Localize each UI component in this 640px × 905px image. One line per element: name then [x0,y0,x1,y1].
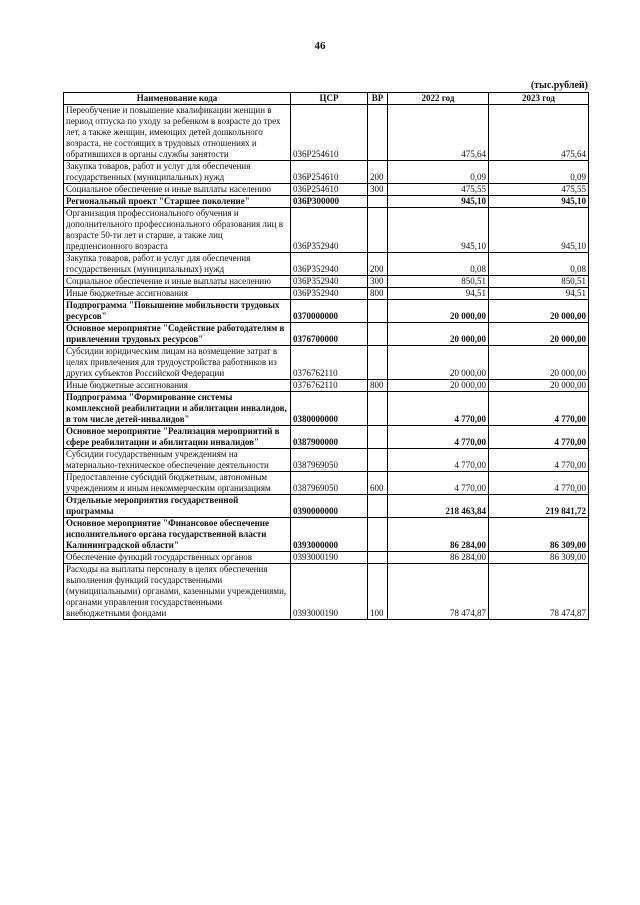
row-2023: 78 474,87 [489,564,589,620]
row-vr [368,426,388,449]
row-2022: 86 284,00 [388,518,489,552]
row-csr: 0387900000 [291,426,368,449]
page-number: 46 [314,40,326,52]
row-name: Иные бюджетные ассигнования [64,380,291,392]
row-2022: 218 463,84 [388,495,489,518]
row-name: Основное мероприятие "Реализация мероприятий в сфере реабилитации и абилитации инвалидов" [64,426,291,449]
table-row [64,346,589,380]
row-2022: 850,51 [388,276,489,288]
row-csr: 0370000000 [291,300,368,323]
row-name: Организация профессионального обучения и дополнительного профессионального образования лиц в возрасте 50-ти лет и старше, а также лиц предпенсионного возраста [64,208,291,253]
row-2023: 86 309,00 [489,552,589,564]
table-row [64,253,589,276]
table-row [64,105,589,161]
row-csr: 0393000000 [291,518,368,552]
row-2023: 0,09 [489,161,589,184]
row-2022: 4 770,00 [388,449,489,472]
table-row [64,495,589,518]
table-body [64,105,589,620]
row-vr [368,196,388,208]
row-2023: 4 770,00 [489,426,589,449]
table-row [64,518,589,552]
row-2022: 475,55 [388,184,489,196]
row-2022: 0,09 [388,161,489,184]
row-name: Иные бюджетные ассигнования [64,288,291,300]
row-vr [368,449,388,472]
row-2023: 850,51 [489,276,589,288]
row-name: Расходы на выплаты персоналу в целях обеспечения выполнения функций государственными (муниципальными) органами, казенными учреждениями, органами управления государственными внебюджетными фондами [64,564,291,620]
row-vr [368,346,388,380]
row-csr: 036P352940 [291,253,368,276]
table-row [64,196,589,208]
budget-table [63,92,589,620]
row-vr [368,495,388,518]
row-2022: 20 000,00 [388,380,489,392]
row-name: Основное мероприятие "Содействие работодателям в привлечении трудовых ресурсов" [64,323,291,346]
header-name: Наименование кода [64,93,291,105]
header-2023: 2023 год [489,93,589,105]
row-vr [368,300,388,323]
row-2022: 4 770,00 [388,426,489,449]
row-2023: 945,10 [489,196,589,208]
row-2023: 945,10 [489,208,589,253]
row-vr: 800 [368,288,388,300]
header-2022: 2022 год [388,93,489,105]
row-2023: 20 000,00 [489,380,589,392]
row-2023: 219 841,72 [489,495,589,518]
row-csr: 036P254610 [291,184,368,196]
row-name: Переобучение и повышение квалификации женщин в период отпуска по уходу за ребенком в возрасте до трех лет, а также женщин, имеющих детей дошкольного возраста, не состоящих в трудовых отношениях и обратившихся в органы службы занятости [64,105,291,161]
row-2023: 4 770,00 [489,392,589,426]
row-csr: 0390000000 [291,495,368,518]
row-vr: 100 [368,564,388,620]
row-name: Подпрограмма "Повышение мобильности трудовых ресурсов" [64,300,291,323]
header-vr: ВР [368,93,388,105]
row-vr: 200 [368,161,388,184]
table-row [64,564,589,620]
row-csr: 0393000190 [291,552,368,564]
row-2023: 4 770,00 [489,449,589,472]
row-csr: 036P352940 [291,208,368,253]
row-2022: 86 284,00 [388,552,489,564]
row-name: Основное мероприятие "Финансовое обеспечение исполнительного органа государственной власти Калининградской области" [64,518,291,552]
row-csr: 036P300000 [291,196,368,208]
row-2023: 475,64 [489,105,589,161]
row-vr [368,208,388,253]
row-2022: 20 000,00 [388,300,489,323]
row-vr [368,392,388,426]
table-row [64,323,589,346]
row-name: Субсидии юридическим лицам на возмещение затрат в целях привлечения для трудоустройства работников из других субъектов Российской Федерации [64,346,291,380]
row-csr: 0380000000 [291,392,368,426]
row-name: Предоставление субсидий бюджетным, автономным учреждениям и иным некоммерческим организациям [64,472,291,495]
table-row [64,161,589,184]
row-name: Отдельные мероприятия государственной программы [64,495,291,518]
row-2023: 475,55 [489,184,589,196]
row-2022: 945,10 [388,196,489,208]
row-csr: 036P352940 [291,276,368,288]
row-name: Закупка товаров, работ и услуг для обеспечения государственных (муниципальных) нужд [64,161,291,184]
row-2022: 945,10 [388,208,489,253]
row-2023: 4 770,00 [489,472,589,495]
table-row [64,208,589,253]
row-name: Субсидии государственным учреждениям на материально-техническое обеспечение деятельности [64,449,291,472]
row-csr: 0387969050 [291,472,368,495]
row-2023: 94,51 [489,288,589,300]
row-csr: 036P352940 [291,288,368,300]
table-row [64,380,589,392]
row-csr: 0393000190 [291,564,368,620]
row-2022: 94,51 [388,288,489,300]
units-label: (тыс.рублей) [530,80,588,91]
row-name: Закупка товаров, работ и услуг для обеспечения государственных (муниципальных) нужд [64,253,291,276]
row-2023: 20 000,00 [489,346,589,380]
row-2022: 4 770,00 [388,392,489,426]
row-name: Подпрограмма "Формирование системы комплексной реабилитации и абилитации инвалидов, в том числе детей-инвалидов" [64,392,291,426]
row-vr: 200 [368,253,388,276]
row-name: Социальное обеспечение и иные выплаты населению [64,184,291,196]
row-csr: 0376762110 [291,380,368,392]
row-2022: 475,64 [388,105,489,161]
table-row [64,392,589,426]
table-row [64,300,589,323]
row-name: Региональный проект "Старшее поколение" [64,196,291,208]
row-vr: 600 [368,472,388,495]
row-vr: 800 [368,380,388,392]
row-2023: 86 309,00 [489,518,589,552]
row-2022: 20 000,00 [388,323,489,346]
row-2022: 4 770,00 [388,472,489,495]
table-row [64,472,589,495]
row-csr: 0376700000 [291,323,368,346]
row-2022: 0,08 [388,253,489,276]
row-2023: 0,08 [489,253,589,276]
row-2022: 20 000,00 [388,346,489,380]
header-csr: ЦСР [291,93,368,105]
row-name: Обеспечение функций государственных органов [64,552,291,564]
table-row [64,288,589,300]
table-row [64,276,589,288]
row-vr: 300 [368,184,388,196]
table-row [64,184,589,196]
row-csr: 036P254610 [291,161,368,184]
row-csr: 036P254610 [291,105,368,161]
table-row [64,426,589,449]
table-row [64,552,589,564]
row-vr [368,105,388,161]
row-name: Социальное обеспечение и иные выплаты населению [64,276,291,288]
row-vr [368,323,388,346]
row-csr: 0387969050 [291,449,368,472]
row-csr: 0376762110 [291,346,368,380]
row-vr [368,552,388,564]
table-header-row [64,93,589,105]
row-2023: 20 000,00 [489,323,589,346]
row-2023: 20 000,00 [489,300,589,323]
row-2022: 78 474,87 [388,564,489,620]
table-row [64,449,589,472]
row-vr [368,518,388,552]
row-vr: 300 [368,276,388,288]
